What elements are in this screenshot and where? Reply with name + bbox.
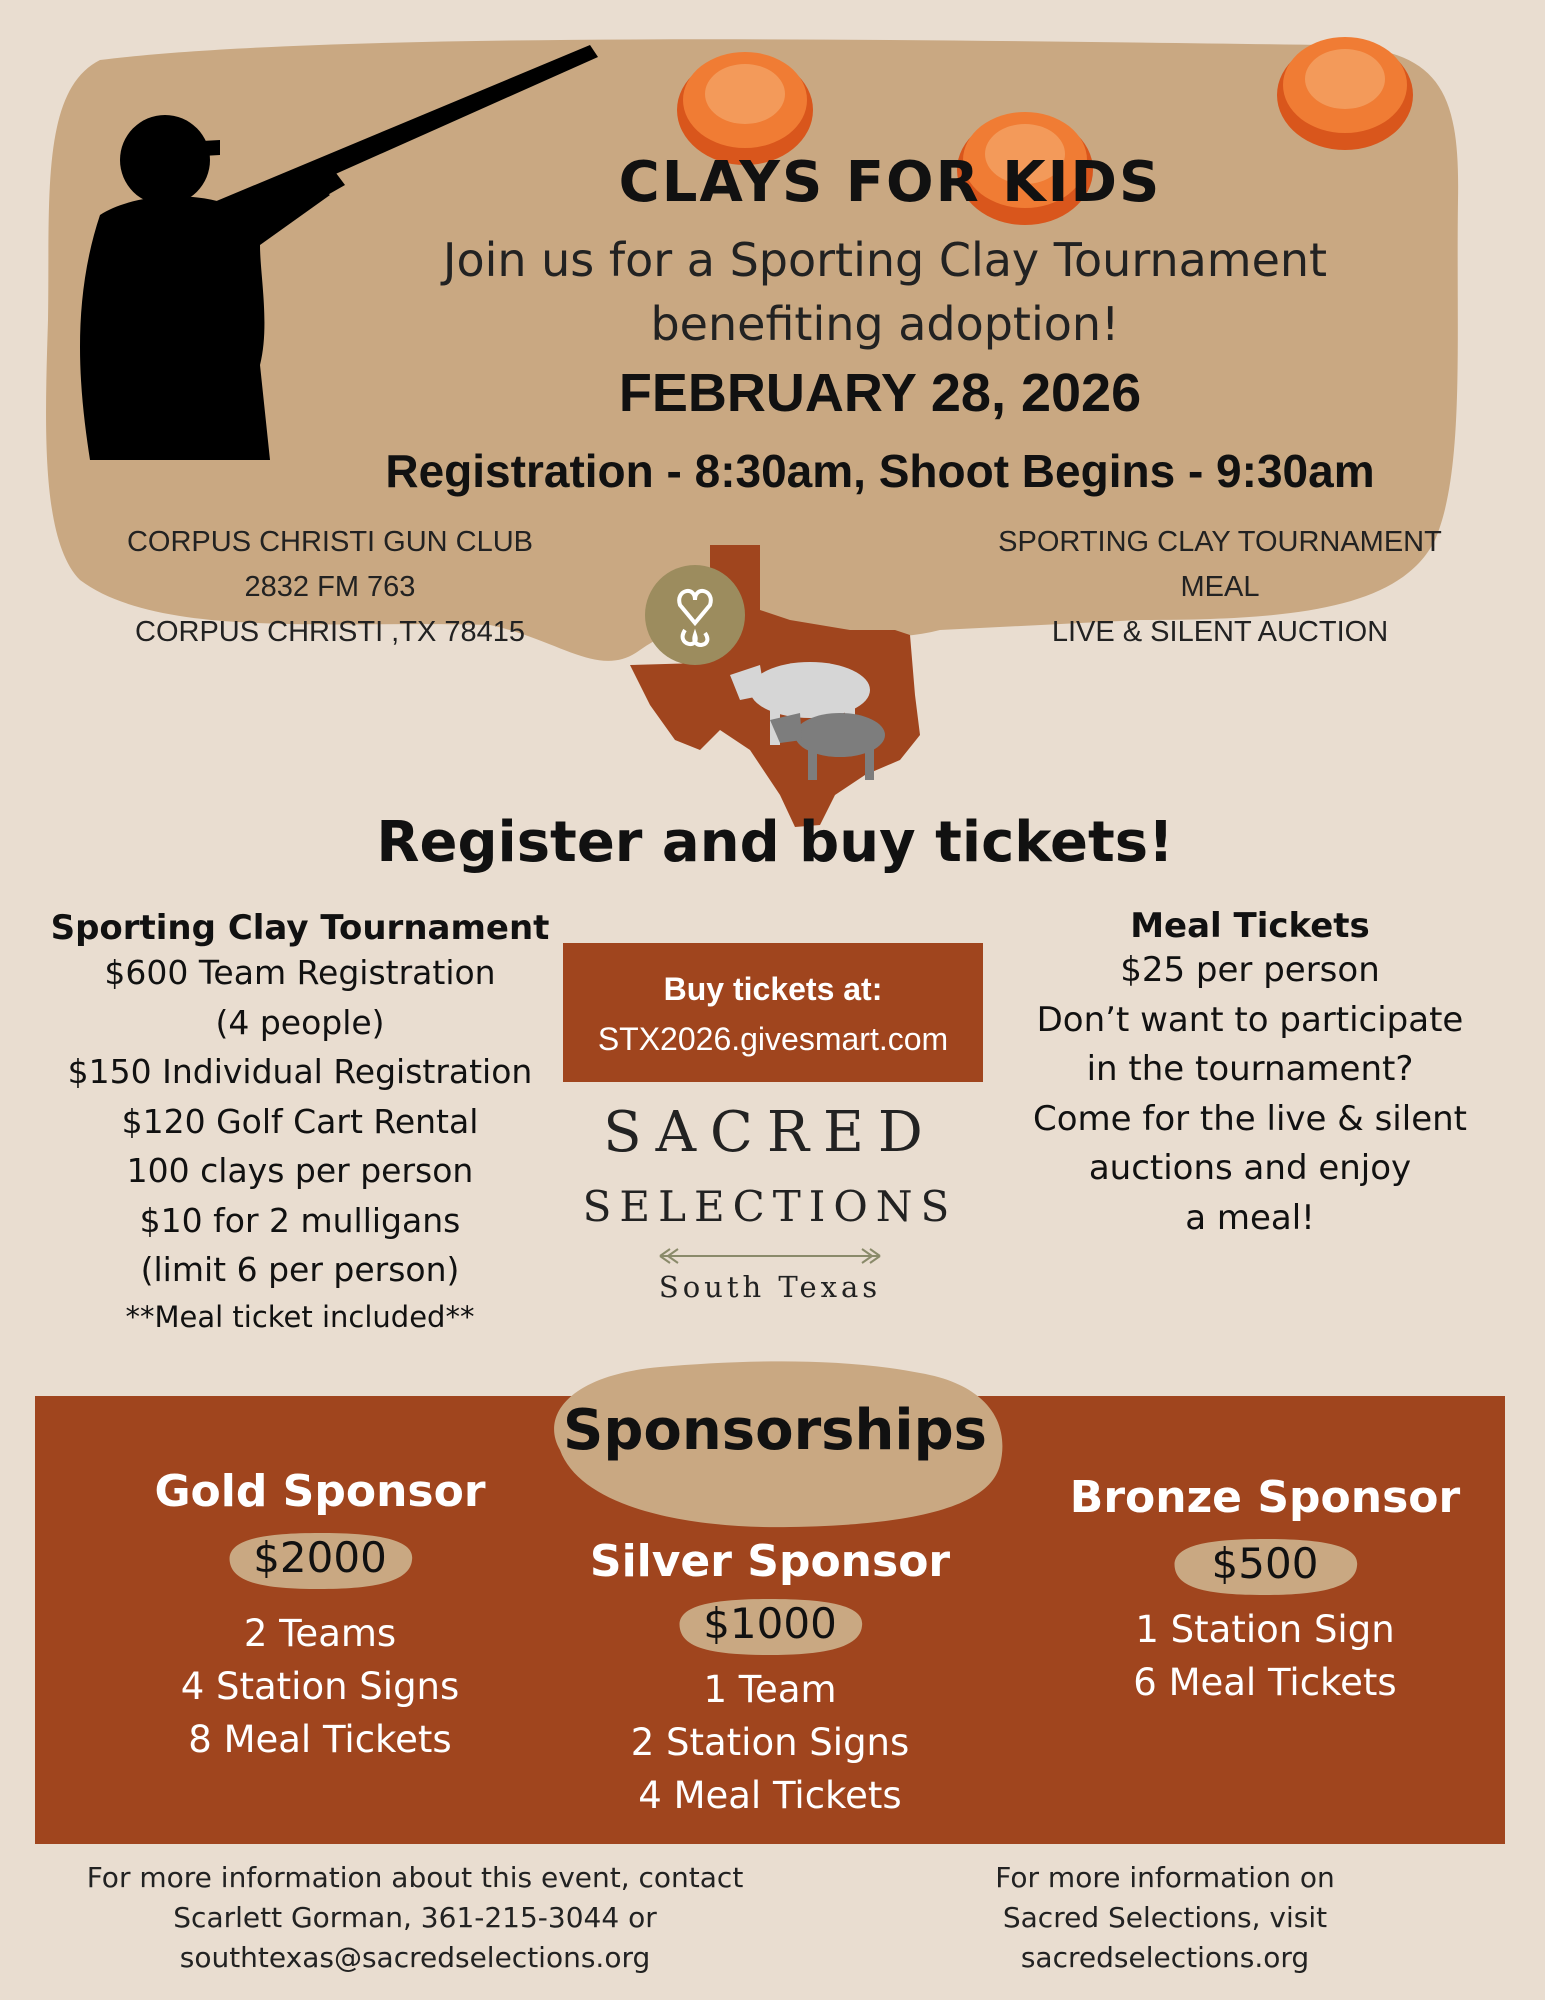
- event-date: FEBRUARY 28, 2026: [618, 363, 1142, 423]
- meal-line: Don’t want to participate: [1036, 999, 1464, 1040]
- feature-line: MEAL: [1180, 571, 1260, 603]
- contact-line: Scarlett Gorman, 361-215-3044 or: [173, 1901, 657, 1934]
- buy-tickets-box[interactable]: [563, 943, 983, 1082]
- tier-benefit: 2 Station Signs: [630, 1721, 910, 1764]
- buy-tickets-label: Buy tickets at:: [663, 971, 883, 1007]
- texas-map-logo-icon: [620, 535, 940, 835]
- tournament-line: $600 Team Registration: [104, 953, 496, 992]
- tier-price-badge: [670, 1591, 870, 1661]
- tournament-line: **Meal ticket included**: [125, 1299, 475, 1334]
- tournament-title: Sporting Clay Tournament: [50, 908, 550, 948]
- tier-price-badge: [220, 1525, 420, 1595]
- logo-line: SELECTIONS: [582, 1182, 958, 1231]
- feature-line: LIVE & SILENT AUCTION: [1051, 616, 1389, 648]
- meal-line: auctions and enjoy: [1088, 1148, 1412, 1188]
- feature-line: SPORTING CLAY TOURNAMENT: [998, 526, 1442, 558]
- tier-benefit: 8 Meal Tickets: [188, 1718, 452, 1761]
- bronze-sponsor-tier: [1040, 1472, 1490, 1709]
- buy-tickets-link[interactable]: STX2026.givesmart.com: [597, 1021, 949, 1057]
- website-line: For more information on: [995, 1861, 1335, 1894]
- website-link[interactable]: sacredselections.org: [1020, 1941, 1310, 1974]
- clay-target-icon: [1270, 25, 1420, 155]
- logo-arrow-divider-icon: [650, 1246, 890, 1266]
- event-subtitle: [380, 228, 1390, 356]
- tier-benefit: 1 Station Sign: [1135, 1608, 1395, 1651]
- venue-line: 2832 FM 763: [244, 571, 416, 603]
- tournament-line: (4 people): [215, 1002, 385, 1042]
- tier-benefit: 1 Team: [703, 1668, 837, 1711]
- tier-benefit: 4 Station Signs: [180, 1665, 460, 1708]
- meal-tickets-info: [1000, 906, 1500, 1243]
- meal-line: $25 per person: [1120, 950, 1380, 990]
- silver-sponsor-tier: [560, 1536, 980, 1822]
- event-features: [940, 520, 1500, 655]
- sponsorships-title: Sponsorships: [563, 1398, 987, 1463]
- tier-price-badge: [1165, 1531, 1365, 1601]
- sacred-selections-logo: [560, 1100, 980, 1310]
- contact-email[interactable]: southtexas@sacredselections.org: [179, 1941, 651, 1974]
- contact-info: [50, 1858, 780, 1978]
- tier-name: Bronze Sponsor: [1069, 1472, 1461, 1523]
- tournament-line: (limit 6 per person): [140, 1250, 460, 1289]
- meal-line: a meal!: [1185, 1197, 1315, 1238]
- meal-line: Come for the live & silent: [1032, 1098, 1467, 1139]
- website-line: Sacred Selections, visit: [1002, 1901, 1328, 1934]
- tier-benefit: 2 Teams: [243, 1612, 397, 1655]
- gold-sponsor-tier: [120, 1466, 520, 1766]
- logo-line: South Texas: [658, 1270, 882, 1304]
- tier-price: $500: [1211, 1539, 1319, 1588]
- meal-line: in the tournament?: [1086, 1049, 1414, 1089]
- tier-benefit: 4 Meal Tickets: [638, 1774, 902, 1817]
- venue-address: [60, 520, 600, 655]
- contact-line: For more information about this event, contact: [86, 1861, 744, 1894]
- venue-line: CORPUS CHRISTI ,TX 78415: [135, 616, 525, 648]
- subtitle-line: benefiting adoption!: [650, 297, 1120, 351]
- meal-title: Meal Tickets: [1130, 906, 1370, 946]
- event-title: CLAYS FOR KIDS: [618, 150, 1162, 215]
- event-times: Registration - 8:30am, Shoot Begins - 9:30am: [385, 445, 1375, 497]
- tier-name: Gold Sponsor: [154, 1466, 486, 1517]
- tournament-line: $120 Golf Cart Rental: [121, 1101, 479, 1141]
- tier-benefit: 6 Meal Tickets: [1133, 1661, 1397, 1704]
- logo-line: SACRED: [603, 1100, 937, 1165]
- tournament-line: $10 for 2 mulligans: [139, 1200, 461, 1240]
- register-heading: Register and buy tickets!: [376, 810, 1174, 875]
- tier-price: $2000: [253, 1533, 387, 1582]
- website-info: [940, 1858, 1390, 1978]
- tournament-pricing: [40, 908, 560, 1339]
- tier-price: $1000: [703, 1599, 837, 1648]
- tournament-line: $150 Individual Registration: [67, 1052, 533, 1091]
- subtitle-line: Join us for a Sporting Clay Tournament: [442, 233, 1328, 287]
- tournament-line: 100 clays per person: [126, 1151, 474, 1190]
- tier-name: Silver Sponsor: [589, 1536, 951, 1587]
- venue-line: CORPUS CHRISTI GUN CLUB: [126, 526, 534, 558]
